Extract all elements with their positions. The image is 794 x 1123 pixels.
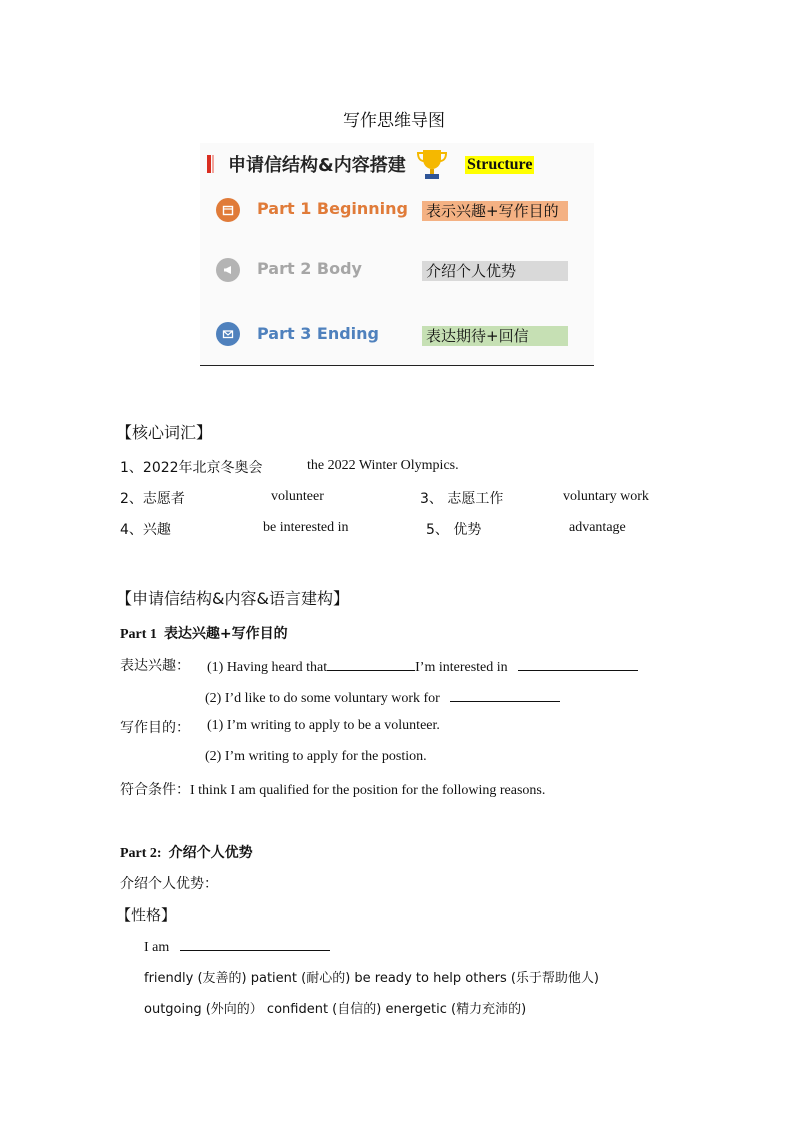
interest-line-1	[207, 656, 638, 676]
vocab-4-en: be interested in	[263, 520, 349, 535]
part2-label: Part 2 Body	[257, 259, 362, 278]
personality-heading: 【性格】	[116, 906, 177, 924]
vocab-3-en: voluntary work	[563, 489, 649, 504]
traits-row-1: friendly (友善的) patient (耐心的) be ready to help others (乐于帮助他人)	[144, 971, 599, 986]
heading-bar	[207, 155, 211, 173]
part1-tag: 表示兴趣+写作目的	[422, 201, 568, 221]
traits-row-2: outgoing (外向的） confident (自信的) energetic (精力充沛的)	[144, 1002, 527, 1017]
interest-1a: (1) Having heard that	[207, 660, 328, 675]
qualify-label: 符合条件：	[120, 782, 190, 798]
part2-tag: 介绍个人优势	[422, 261, 568, 281]
page-title: 写作思维导图	[343, 111, 445, 131]
part1-heading	[120, 623, 288, 643]
blank-4[interactable]	[180, 936, 330, 951]
envelope-icon	[222, 328, 234, 340]
vocab-5-cn: 5、 优势	[426, 522, 482, 538]
megaphone-icon	[222, 264, 234, 276]
blank-3[interactable]	[450, 687, 560, 702]
vocab-3-cn: 3、 志愿工作	[420, 491, 504, 507]
blank-1[interactable]	[327, 656, 415, 671]
vocab-2-cn: 2、志愿者	[120, 491, 185, 507]
vocab-heading: 【核心词汇】	[116, 423, 213, 442]
vocab-1-en: the 2022 Winter Olympics.	[307, 458, 459, 473]
purpose-2: (2) I’m writing to apply for the postion.	[205, 749, 427, 764]
blank-2[interactable]	[518, 656, 638, 671]
purpose-1: (1) I’m writing to apply to be a volunteer.	[207, 718, 440, 733]
vocab-1-cn: 1、2022年北京冬奥会	[120, 460, 263, 476]
interest-line-2	[205, 687, 560, 707]
part3-tag: 表达期待+回信	[422, 326, 568, 346]
mindmap-figure	[200, 143, 594, 366]
part2-heading-cn: 介绍个人优势	[168, 845, 253, 861]
trophy-icon	[415, 147, 449, 181]
purpose-label: 写作目的：	[120, 720, 190, 736]
part2-heading-en: Part 2:	[120, 846, 162, 861]
part1-circle	[216, 198, 240, 222]
interest-label: 表达兴趣：	[120, 658, 190, 674]
interest-2: (2) I’d like to do some voluntary work for	[205, 691, 440, 706]
vocab-4-cn: 4、兴趣	[120, 522, 171, 538]
structure-heading: 【申请信结构&内容&语言建构】	[116, 589, 349, 608]
part1-heading-cn: 表达兴趣+写作目的	[163, 626, 288, 642]
i-am: I am	[144, 940, 170, 955]
structure-label: Structure	[467, 156, 533, 173]
interest-1b: I’m interested in	[415, 660, 508, 675]
part3-label: Part 3 Ending	[257, 324, 380, 343]
advantage-label: 介绍个人优势：	[120, 876, 218, 892]
part3-circle	[216, 322, 240, 346]
part1-heading-en: Part 1	[120, 627, 157, 642]
vocab-2-en: volunteer	[271, 489, 324, 504]
vocab-5-en: advantage	[569, 520, 626, 535]
calendar-icon	[222, 204, 234, 216]
qualify-line	[120, 779, 545, 799]
i-am-line	[144, 936, 330, 956]
qualify-text: I think I am qualified for the position for the following reasons.	[190, 783, 546, 798]
part2-heading	[120, 842, 253, 862]
mindmap-heading: 申请信结构&内容搭建	[228, 155, 406, 176]
part1-label: Part 1 Beginning	[257, 199, 408, 218]
heading-bar-accent	[212, 155, 214, 173]
part2-circle	[216, 258, 240, 282]
